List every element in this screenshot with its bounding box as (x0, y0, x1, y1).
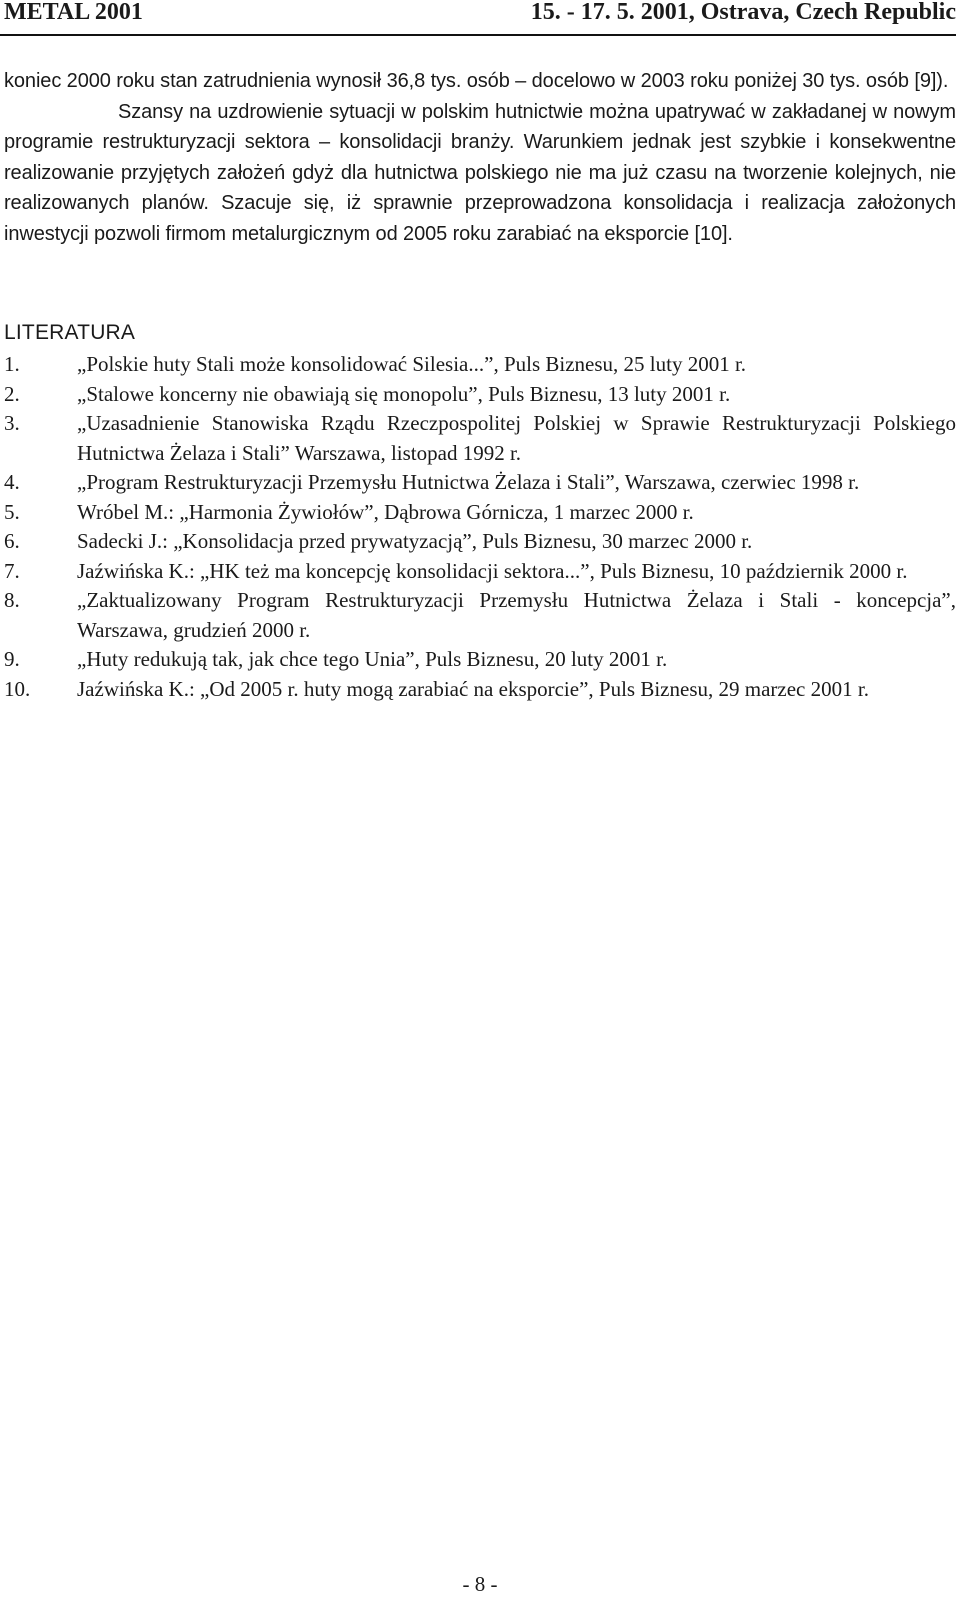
reference-number: 10. (4, 676, 31, 701)
reference-item (4, 557, 956, 587)
reference-text: „Huty redukują tak, jak chce tego Unia”, Puls Biznesu, 20 luty 2001 r. (77, 647, 668, 671)
reference-number: 7. (4, 558, 20, 583)
reference-text: Sadecki J.: „Konsolidacja przed prywatyzacją”, Puls Biznesu, 30 marzec 2000 r. (77, 529, 753, 553)
paragraph: Szansy na uzdrowienie sytuacji w polskim hutnictwie można upatrywać w zakładanej w nowym programie restrukturyzacji sektora – konsolidacji branży. Warunkiem jednak jest szybkie i konsekwentne realizowanie przyjętych założeń gdyż dla hutnictwa polskiego nie ma już czasu na tworzenie kolejnych, nie realizowanych planów. Szacuje się, iż sprawnie przeprowadzona konsolidacja i realizacja założonych inwestycji pozwoli firmom metalurgicznym od 2005 roku zarabiać na eksporcie [10]. (4, 100, 956, 245)
reference-text: Jaźwińska K.: „HK też ma koncepcję konsolidacji sektora...”, Puls Biznesu, 10 październik 2000 r. (77, 558, 908, 583)
reference-number: 4. (4, 470, 20, 494)
reference-number: 8. (4, 588, 20, 612)
reference-list (4, 350, 956, 704)
reference-number: 2. (4, 381, 20, 406)
page-header (0, 0, 956, 36)
reference-item (4, 350, 956, 380)
conference-date-location: 15. - 17. 5. 2001, Ostrava, Czech Republic (530, 0, 956, 25)
reference-item (4, 409, 956, 468)
reference-item (4, 645, 956, 675)
paragraph: koniec 2000 roku stan zatrudnienia wynosił 36,8 tys. osób – docelowo w 2003 roku poniżej 30 tys. osób [9]). (4, 70, 949, 92)
reference-item (4, 586, 956, 645)
reference-item (4, 527, 956, 557)
body-text (4, 66, 956, 249)
reference-number: 5. (4, 499, 20, 524)
reference-number: 9. (4, 647, 20, 671)
reference-text: „Program Restrukturyzacji Przemysłu Hutnictwa Żelaza i Stali”, Warszawa, czerwiec 1998 r. (77, 470, 860, 494)
reference-item (4, 675, 956, 705)
literature-heading: LITERATURA (4, 321, 136, 344)
reference-item (4, 468, 956, 498)
reference-text: Jaźwińska K.: „Od 2005 r. huty mogą zarabiać na eksporcie”, Puls Biznesu, 29 marzec 2001 r. (77, 676, 869, 701)
page-number: - 8 - (462, 1572, 498, 1596)
reference-number: 1. (4, 352, 20, 376)
reference-number: 3. (4, 411, 20, 435)
reference-number: 6. (4, 529, 20, 553)
conference-title: METAL 2001 (4, 0, 143, 25)
reference-text: „Stalowe koncerny nie obawiają się monopolu”, Puls Biznesu, 13 luty 2001 r. (77, 381, 731, 406)
reference-text: „Zaktualizowany Program Restrukturyzacji Przemysłu Hutnictwa Żelaza i Stali - koncepcja”, Warszawa, grudzień 2000 r. (77, 588, 956, 642)
reference-text: „Polskie huty Stali może konsolidować Silesia...”, Puls Biznesu, 25 luty 2001 r. (77, 352, 747, 376)
reference-item (4, 380, 956, 410)
reference-text: Wróbel M.: „Harmonia Żywiołów”, Dąbrowa Górnicza, 1 marzec 2000 r. (77, 499, 694, 524)
reference-item (4, 498, 956, 528)
reference-text: „Uzasadnienie Stanowiska Rządu Rzeczpospolitej Polskiej w Sprawie Restrukturyzacji Polskiego Hutnictwa Żelaza i Stali” Warszawa, listopad 1992 r. (77, 411, 956, 465)
